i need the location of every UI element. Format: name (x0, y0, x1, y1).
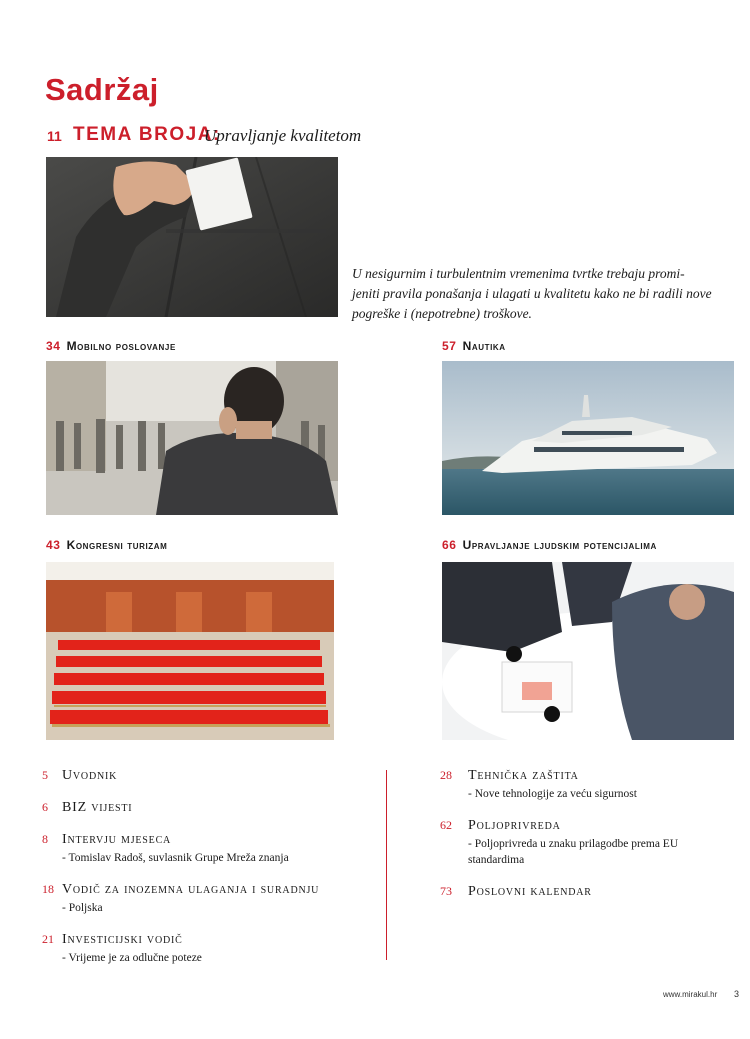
toc-title: Investicijski vodič (62, 932, 183, 947)
toc-number: 62 (440, 818, 452, 832)
section-title: Nautika (462, 339, 506, 353)
section-number: 66 (442, 538, 457, 552)
toc-item-uvodnik[interactable] (42, 766, 362, 784)
toc-item-poljoprivreda[interactable] (440, 816, 730, 868)
page-title: Sadržaj (45, 72, 159, 107)
section-heading-kongresni[interactable] (46, 538, 167, 552)
toc-title: Poslovni kalendar (468, 884, 592, 899)
footer-url[interactable]: www.mirakul.hr (663, 990, 718, 999)
section-title: Upravljanje ljudskim potencijalima (462, 538, 657, 552)
business-meeting-photo (442, 562, 734, 740)
toc-title: BIZ vijesti (62, 800, 133, 815)
toc-subtitle: - Tomislav Radoš, suvlasnik Grupe Mreža znanja (62, 852, 289, 864)
toc-right (440, 766, 730, 900)
toc-title: Tehnička zaštita (468, 768, 579, 783)
feature-page-number: 11 (47, 128, 62, 144)
toc-number: 6 (42, 800, 48, 814)
toc-left (42, 766, 362, 966)
toc-item-investicijski[interactable] (42, 930, 362, 966)
toc-number: 8 (42, 832, 48, 846)
section-heading-nautika[interactable] (442, 339, 506, 353)
toc-number: 73 (440, 884, 452, 898)
toc-item-kalendar[interactable] (440, 882, 730, 900)
section-number: 34 (46, 339, 61, 353)
mobile-business-photo (46, 361, 338, 515)
toc-subtitle: - Vrijeme je za odlučne poteze (62, 952, 202, 964)
toc-item-vodic-ulaganja[interactable] (42, 880, 362, 916)
toc-title: Intervju mjeseca (62, 832, 172, 847)
toc-number: 28 (440, 768, 452, 782)
section-heading-mobile[interactable] (46, 339, 176, 353)
feature-title[interactable]: Upravljanje kvalitetom (204, 126, 362, 145)
section-heading-ljudski[interactable] (442, 538, 657, 552)
toc-item-tehnicka[interactable] (440, 766, 730, 802)
conference-hall-photo (46, 562, 334, 740)
toc-subtitle: - Poljoprivreda u znaku prilagodbe prema EU standardima (468, 838, 679, 866)
toc-number: 21 (42, 932, 54, 946)
feature-photo (46, 157, 338, 317)
toc-subtitle: - Poljska (62, 902, 103, 914)
section-title: Mobilno poslovanje (66, 339, 176, 353)
toc-number: 18 (42, 882, 54, 896)
section-number: 43 (46, 538, 61, 552)
toc-title: Vodič za inozemna ulaganja i suradnju (62, 882, 320, 897)
section-number: 57 (442, 339, 457, 353)
toc-title: Uvodnik (62, 768, 118, 783)
page-number: 3 (734, 989, 740, 999)
feature-label: TEMA BROJA: (73, 124, 221, 145)
toc-number: 5 (42, 768, 48, 782)
column-divider (386, 770, 387, 960)
toc-subtitle: - Nove tehnologije za veću sigurnost (468, 788, 637, 800)
toc-item-intervju[interactable] (42, 830, 362, 866)
toc-item-biz-vijesti[interactable] (42, 798, 362, 816)
yacht-photo (442, 361, 734, 515)
section-title: Kongresni turizam (66, 538, 168, 552)
feature-lead: U nesigurnim i turbulentnim vremenima tvrtke trebaju promi-jeniti pravila ponašanja i ulagati u kvalitetu kako ne bi radili nove pogreške i (nepotrebne) troškove. (352, 266, 712, 321)
toc-title: Poljoprivreda (468, 818, 561, 833)
